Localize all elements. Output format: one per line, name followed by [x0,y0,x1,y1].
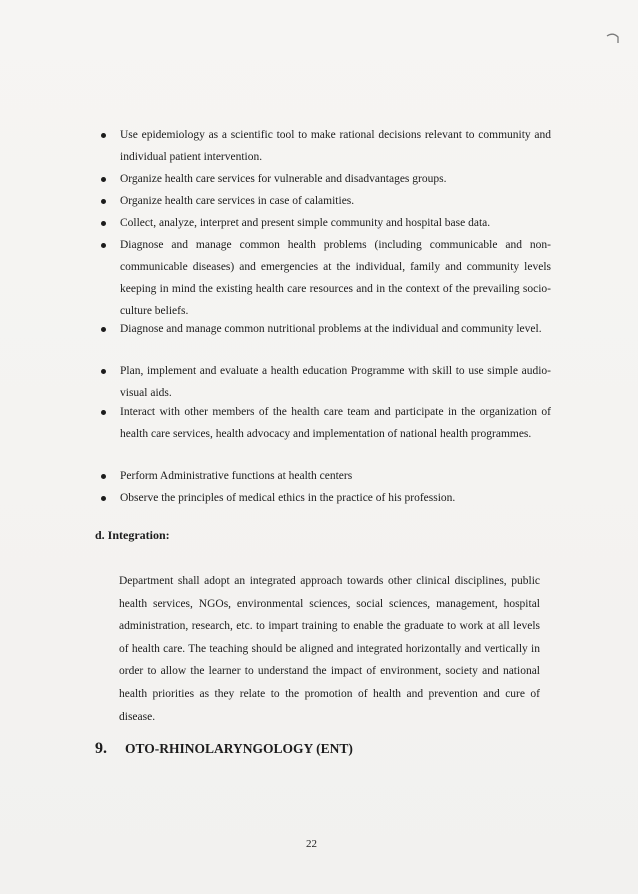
list-item-text: Use epidemiology as a scientific tool to make rational decisions relevant to community and individual patient intervention. [120,129,551,163]
list-item-text: Organize health care services for vulnerable and disadvantages groups. [120,173,447,185]
list-item [101,234,551,322]
integration-heading: d. Integration: [95,528,170,542]
list-item-text: Diagnose and manage common health problems (including communicable and non-communicable diseases) and emergencies at the individual, family and community levels keeping in mind the existing health care resources and in the context of the prevailing socio-culture beliefs. [120,239,551,317]
list-item-text: Diagnose and manage common nutritional problems at the individual and community level. [120,323,542,335]
chapter-number: 9. [95,740,107,757]
bullet-icon [101,410,106,415]
bullet-icon [101,221,106,226]
chapter-title: OTO-RHINOLARYNGOLOGY (ENT) [125,741,353,756]
list-item [101,465,551,487]
bullet-icon [101,474,106,479]
list-item-text: Organize health care services in case of calamities. [120,195,355,207]
list-item-text: Interact with other members of the health care team and participate in the organization of health care services, health advocacy and implementation of national health programmes. [120,406,551,440]
list-item [101,212,551,234]
list-item [101,168,551,190]
list-item [101,401,551,445]
list-item-text: Plan, implement and evaluate a health education Programme with skill to use simple audio-visual aids. [120,365,551,399]
list-item-text: Observe the principles of medical ethics in the practice of his profession. [120,492,456,504]
integration-paragraph: Department shall adopt an integrated approach towards other clinical disciplines, public health services, NGOs, environmental sciences, social sciences, management, hospital administration, research, etc. to impart training to enable the graduate to work at all levels of health care. The teaching should be aligned and integrated horizontally and vertically in order to allow the learner to understand the impact of environment, society and national health priorities as they relate to the promotion of health and prevention and cure of disease. [119,575,540,723]
bullet-icon [101,496,106,501]
list-item [101,318,551,340]
chapter-heading [95,740,353,758]
bullet-icon [101,177,106,182]
bullet-icon [101,243,106,248]
list-item [101,124,551,168]
list-item [101,190,551,212]
bullet-icon [101,327,106,332]
list-item-text: Collect, analyze, interpret and present simple community and hospital base data. [120,217,491,229]
list-item-text: Perform Administrative functions at health centers [120,470,353,482]
bullet-icon [101,369,106,374]
list-item [101,360,551,404]
bullet-icon [101,199,106,204]
list-item [101,487,551,509]
corner-scan-mark-icon [606,32,620,44]
page-number: 22 [306,838,317,850]
bullet-icon [101,133,106,138]
